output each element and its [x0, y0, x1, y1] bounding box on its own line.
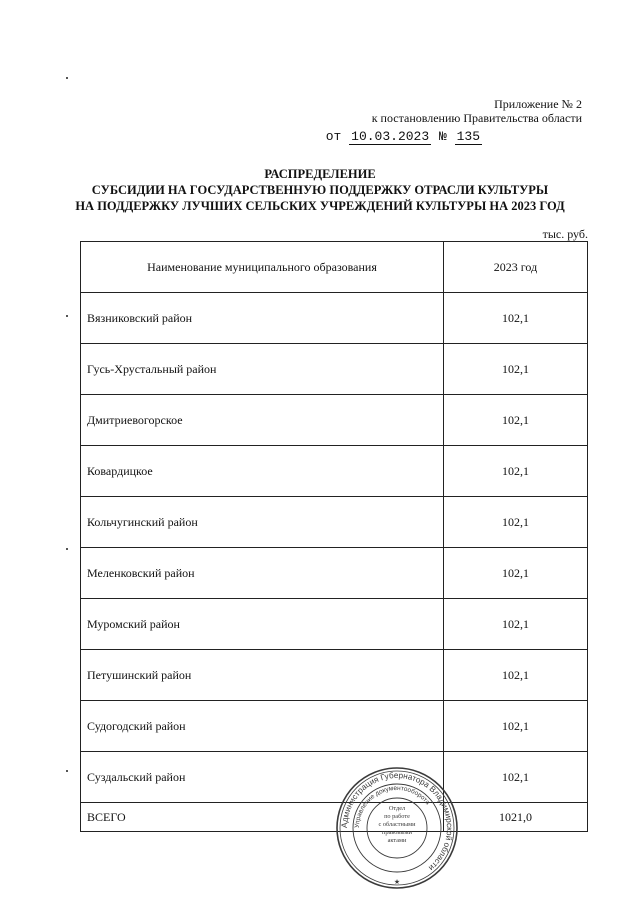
stamp-center-line: по работе	[384, 813, 410, 820]
annex-date-number	[326, 130, 482, 144]
municipality-name: Вязниковский район	[81, 293, 444, 344]
municipality-name: Муромский район	[81, 599, 444, 650]
table-row	[81, 344, 588, 395]
title-line-1: РАСПРЕДЕЛЕНИЕ	[264, 167, 376, 181]
annex-block	[325, 97, 582, 144]
scan-speck	[66, 315, 68, 317]
title-line-2: СУБСИДИИ НА ГОСУДАРСТВЕННУЮ ПОДДЕРЖКУ ОТРАСЛИ КУЛЬТУРЫ	[91, 183, 549, 197]
column-header-year: 2023 год	[444, 242, 588, 293]
title-line-3: НА ПОДДЕРЖКУ ЛУЧШИХ СЕЛЬСКИХ УЧРЕЖДЕНИЙ КУЛЬТУРЫ НА 2023 ГОД	[75, 199, 565, 213]
resolution-number: 135	[456, 129, 480, 144]
subsidy-value: 102,1	[444, 293, 588, 344]
subsidy-value: 102,1	[444, 446, 588, 497]
subsidy-value: 102,1	[444, 650, 588, 701]
municipality-name: Гусь-Хрустальный район	[81, 344, 444, 395]
table-row	[81, 446, 588, 497]
table-row	[81, 293, 588, 344]
municipality-name: Кольчугинский район	[81, 497, 444, 548]
stamp-inner-ring-text: Управление документооборота	[353, 784, 432, 829]
table-body	[81, 293, 588, 832]
municipality-name: Суздальский район	[81, 752, 444, 803]
column-header-municipality: Наименование муниципального образования	[81, 242, 444, 293]
resolution-date: 10.03.2023	[351, 129, 430, 144]
subsidy-value: 102,1	[444, 344, 588, 395]
table-row	[81, 650, 588, 701]
distribution-table	[80, 241, 588, 832]
scan-speck	[66, 770, 68, 772]
unit-label: тыс. руб.	[542, 227, 588, 241]
subsidy-value: 102,1	[444, 548, 588, 599]
number-label: №	[438, 129, 447, 144]
municipality-name: Судогодский район	[81, 701, 444, 752]
stamp-center-line: актами	[387, 837, 407, 844]
table-header-row	[81, 242, 588, 293]
subsidy-value: 102,1	[444, 395, 588, 446]
table-row	[81, 548, 588, 599]
total-value: 1021,0	[444, 803, 588, 832]
stamp-star-icon: ★	[393, 878, 401, 886]
stamp-center-line: правовыми	[382, 829, 412, 836]
annex-title: Приложение № 2	[494, 97, 582, 111]
document-title	[0, 166, 640, 214]
total-label: ВСЕГО	[81, 803, 444, 832]
stamp-center-text	[378, 805, 416, 844]
scan-speck	[66, 77, 68, 79]
annex-resolution: к постановлению Правительства области	[371, 111, 582, 125]
municipality-name: Ковардицкое	[81, 446, 444, 497]
from-label: от	[325, 129, 342, 144]
municipality-name: Петушинский район	[81, 650, 444, 701]
stamp-center-line: Отдел	[388, 805, 406, 812]
subsidy-value: 102,1	[444, 752, 588, 803]
table-row	[81, 701, 588, 752]
subsidy-value: 102,1	[444, 497, 588, 548]
subsidy-value: 102,1	[444, 599, 588, 650]
municipality-name: Дмитриевогорское	[81, 395, 444, 446]
municipality-name: Меленковский район	[81, 548, 444, 599]
table-row	[81, 497, 588, 548]
subsidy-value: 102,1	[444, 701, 588, 752]
table-row	[81, 395, 588, 446]
stamp-outer-text: Администрация Губернатора Владимирской области	[339, 770, 455, 873]
table-row	[81, 599, 588, 650]
stamp-center-line: с областными	[378, 821, 416, 828]
official-stamp	[334, 765, 460, 891]
scan-speck	[66, 548, 68, 550]
